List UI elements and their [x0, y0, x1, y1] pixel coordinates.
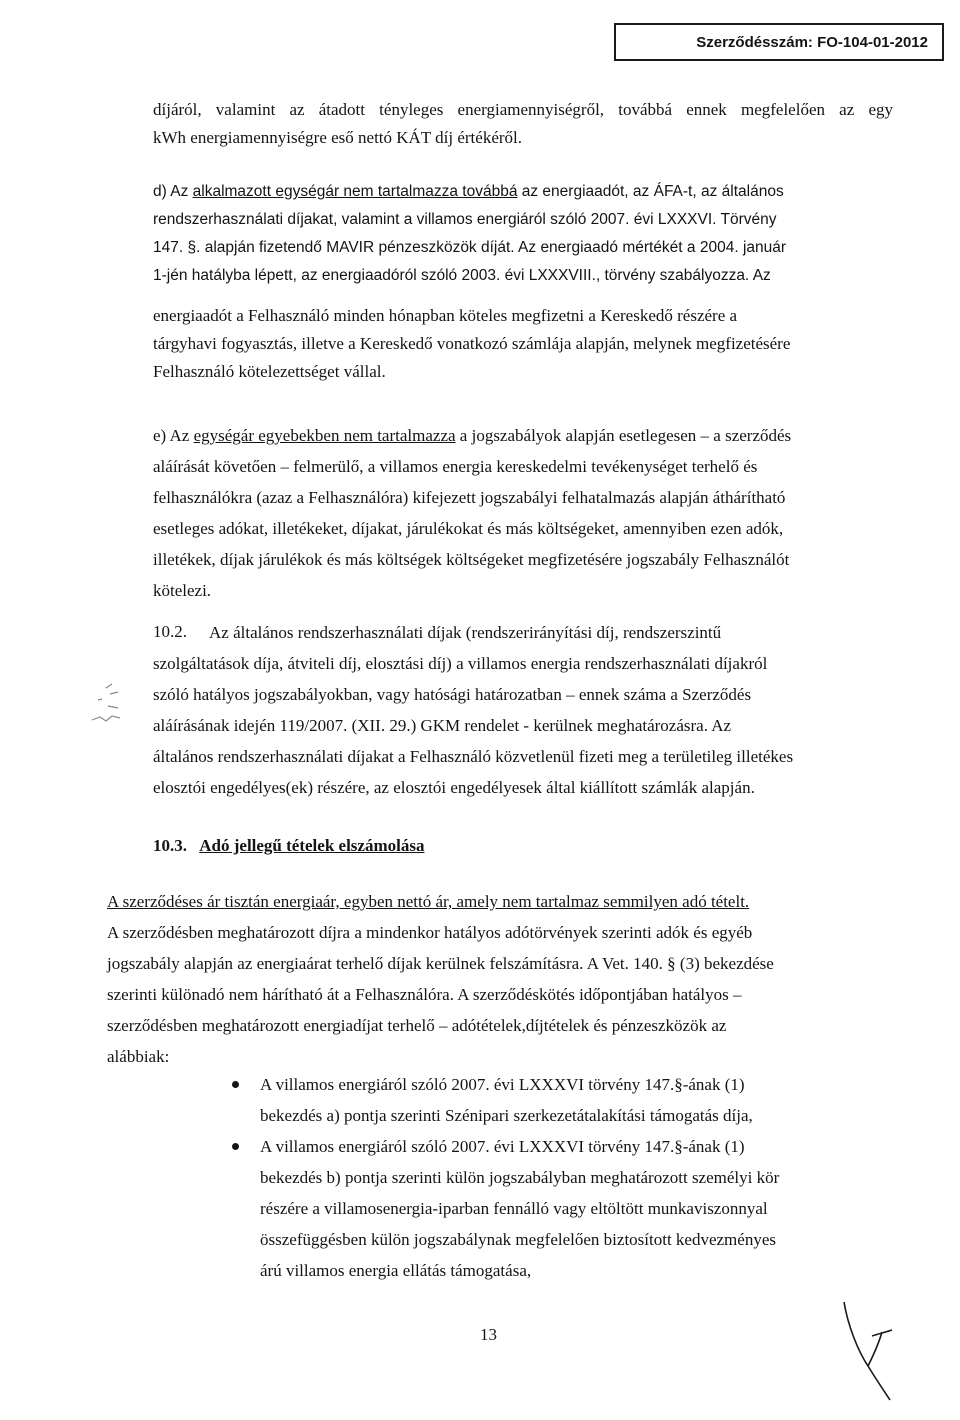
- paragraph-d-rest: az energiaadót, az ÁFA-t, az általános: [517, 183, 784, 200]
- text-line: 1-jén hatályba lépett, az energiaadóról szóló 2003. évi LXXXVIII., törvény szabályozza. Az: [153, 267, 771, 284]
- text-line: tárgyhavi fogyasztás, illetve a Kereskedő vonatkozó számlája alapján, melynek megfizetésére: [153, 334, 791, 353]
- text-line: díjáról, valamint az átadott tényleges energiamennyiségről, továbbá ennek megfelelően az egy: [153, 100, 893, 119]
- paragraph-e-first-line: [153, 421, 895, 452]
- paragraph-e-prefix: e) Az: [153, 426, 194, 445]
- paragraph-e-rest: a jogszabályok alapján esetlegesen – a szerződés: [455, 426, 792, 445]
- paragraph-10-2-first-line: Az általános rendszerhasználati díjak (rendszerirányítási díj, rendszerszintű: [209, 623, 722, 642]
- tax-bullet-list: [260, 1071, 894, 1288]
- text-line: szóló hatályos jogszabályokban, vagy hatósági határozatban – ennek száma a Szerződés: [153, 685, 752, 704]
- text-line: kWh energiamennyiségre eső nettó KÁT díj értékéről.: [153, 128, 523, 147]
- text-line: kötelezi.: [153, 581, 212, 600]
- paragraph-e-underlined: egységár egyebekben nem tartalmazza: [193, 426, 456, 445]
- text-line: rendszerhasználati díjakat, valamint a villamos energiáról szóló 2007. évi LXXXVI. Törvény: [153, 211, 777, 228]
- tax-underlined-line: A szerződéses ár tisztán energiaár, egyben nettó ár, amely nem tartalmaz semmilyen adó tételt.: [107, 892, 750, 911]
- contract-number-box: [614, 23, 944, 61]
- signature-icon: [838, 1296, 898, 1406]
- scan-artifact: [88, 676, 148, 736]
- text-line: aláírását követően – felmerülő, a villamos energia kereskedelmi tevékenységet terhelő és: [153, 457, 758, 476]
- text-line: árú villamos energia ellátás támogatása,: [260, 1261, 532, 1280]
- tax-paragraph: [107, 887, 897, 1073]
- paragraph-d-first-line: [153, 178, 895, 206]
- contract-number: Szerződésszám: FO-104-01-2012: [696, 33, 928, 51]
- text-line: alábbiak:: [107, 1047, 170, 1066]
- paragraph-d-continued: [153, 302, 895, 386]
- bullet-icon: [232, 1143, 239, 1150]
- list-item: [260, 1133, 894, 1288]
- paragraph-d-prefix: d) Az: [153, 183, 193, 200]
- text-line: A villamos energiáról szóló 2007. évi LXXXVI törvény 147.§-ának (1): [260, 1075, 745, 1094]
- text-line: esetleges adókat, illetékeket, díjakat, járulékokat és más költségeket, amennyiben ezen adók,: [153, 519, 784, 538]
- text-line: szerinti különadó nem hárítható át a Felhasználóra. A szerződéskötés időpontjában hatályos –: [107, 985, 742, 1004]
- text-line: jogszabály alapján az energiaárat terhelő díjak kerülnek felszámításra. A Vet. 140. § (3) bekezdése: [107, 954, 774, 973]
- text-line: felhasználókra (azaz a Felhasználóra) kifejezett jogszabályi felhatalmazás alapján áthárítható: [153, 488, 786, 507]
- text-line: szolgáltatások díja, átviteli díj, elosztási díj) a villamos energia rendszerhasználati díjakról: [153, 654, 768, 673]
- text-line: általános rendszerhasználati díjakat a Felhasználó közvetlenül fizeti meg a területileg illetékes: [153, 747, 794, 766]
- section-heading-10-3: [153, 832, 424, 860]
- text-line: A szerződésben meghatározott díjra a mindenkor hatályos adótörvények szerinti adók és egyéb: [107, 923, 753, 942]
- list-item: [260, 1071, 894, 1133]
- paragraph-d-underlined: alkalmazott egységár nem tartalmazza továbbá: [192, 183, 518, 200]
- text-line: elosztói engedélyes(ek) részére, az elosztói engedélyesek által kiállított számlák alapján.: [153, 778, 755, 797]
- text-line: energiaadót a Felhasználó minden hónapban köteles megfizetni a Kereskedő részére a: [153, 306, 738, 325]
- paragraph-e: [153, 421, 895, 607]
- paragraph-10-2: [153, 618, 895, 804]
- text-line: 147. §. alapján fizetendő MAVIR pénzeszközök díját. Az energiaadó mértékét a 2004. január: [153, 239, 787, 256]
- paragraph-d: [153, 178, 895, 290]
- text-line: bekezdés a) pontja szerinti Szénipari szerkezetátalakítási támogatás díja,: [260, 1106, 753, 1125]
- text-line: részére a villamosenergia-iparban fennálló vagy eltöltött munkaviszonnyal: [260, 1199, 768, 1218]
- text-line: aláírásának idején 119/2007. (XII. 29.) GKM rendelet - kerülnek meghatározásra. Az: [153, 716, 732, 735]
- section-title-10-3: Adó jellegű tételek elszámolása: [199, 836, 425, 855]
- section-number-10-3: 10.3.: [153, 836, 187, 855]
- text-line: bekezdés b) pontja szerinti külön jogszabályban meghatározott személyi kör: [260, 1168, 780, 1187]
- text-line: összefüggésben külön jogszabálynak megfelelően biztosított kedvezményes: [260, 1230, 776, 1249]
- text-line: szerződésben meghatározott energiadíjat terhelő – adótételek,díjtételek és pénzeszközök az: [107, 1016, 727, 1035]
- text-line: A villamos energiáról szóló 2007. évi LXXXVI törvény 147.§-ának (1): [260, 1137, 745, 1156]
- text-line: Felhasználó kötelezettséget vállal.: [153, 362, 386, 381]
- text-line: illetékek, díjak járulékok és más költségek költségeket megfizetésére jogszabály Felhasználót: [153, 550, 790, 569]
- section-number-10-2: 10.2.: [153, 622, 187, 641]
- bullet-icon: [232, 1081, 239, 1088]
- page-number: 13: [480, 1325, 497, 1344]
- intro-paragraph: [153, 96, 893, 152]
